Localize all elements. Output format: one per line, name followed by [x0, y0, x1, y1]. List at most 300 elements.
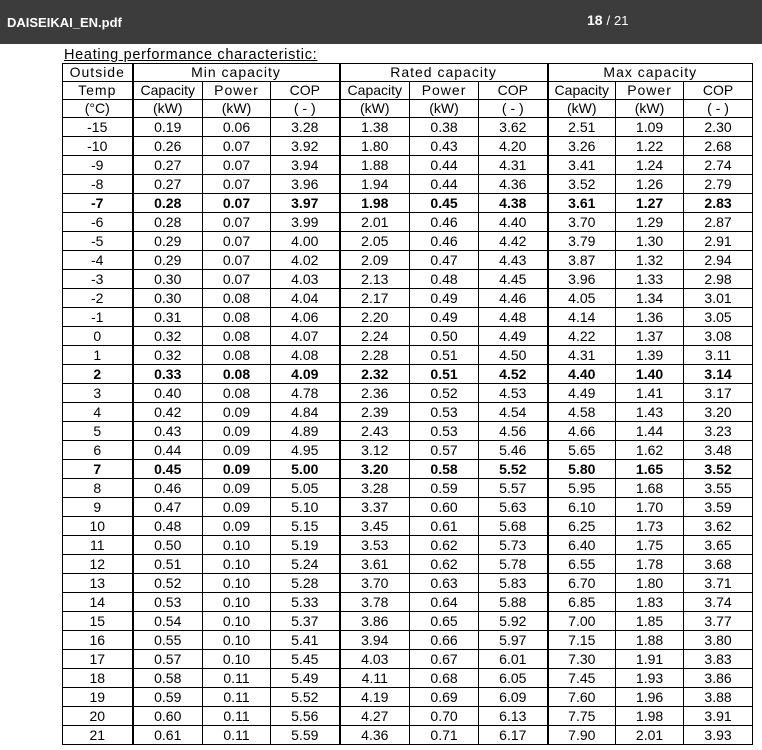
header-row-subcolumns [63, 82, 753, 100]
unit-rated-power: (kW) [410, 100, 479, 118]
cell-max-capacity: 4.22 [548, 327, 616, 346]
cell-max-capacity: 3.96 [548, 270, 616, 289]
cell-min-cop: 3.96 [271, 175, 340, 194]
header-row-units [63, 100, 753, 118]
cell-min-power: 0.10 [203, 612, 271, 631]
unit-rated-capacity: (kW) [340, 100, 410, 118]
cell-outside-temp: 3 [63, 384, 133, 403]
cell-rated-cop: 4.45 [479, 270, 548, 289]
cell-min-capacity: 0.28 [133, 194, 203, 213]
cell-outside-temp: -2 [63, 289, 133, 308]
cell-rated-cop: 6.17 [479, 726, 548, 745]
cell-min-cop: 5.15 [271, 517, 340, 536]
cell-rated-capacity: 3.37 [340, 498, 410, 517]
cell-min-capacity: 0.45 [133, 460, 203, 479]
total-pages: 21 [613, 13, 629, 28]
cell-rated-power: 0.51 [410, 365, 479, 384]
cell-min-power: 0.06 [203, 118, 271, 137]
cell-rated-capacity: 3.12 [340, 441, 410, 460]
cell-outside-temp: 20 [63, 707, 133, 726]
cell-min-power: 0.10 [203, 593, 271, 612]
cell-min-capacity: 0.51 [133, 555, 203, 574]
cell-max-cop: 3.86 [684, 669, 753, 688]
table-row [63, 137, 753, 156]
cell-max-cop: 3.71 [684, 574, 753, 593]
cell-rated-capacity: 1.88 [340, 156, 410, 175]
cell-min-power: 0.09 [203, 517, 271, 536]
cell-max-cop: 3.77 [684, 612, 753, 631]
cell-rated-cop: 4.50 [479, 346, 548, 365]
cell-min-power: 0.10 [203, 555, 271, 574]
cell-rated-power: 0.53 [410, 403, 479, 422]
cell-min-cop: 5.24 [271, 555, 340, 574]
cell-max-power: 1.37 [616, 327, 684, 346]
cell-rated-cop: 5.73 [479, 536, 548, 555]
cell-max-cop: 2.91 [684, 232, 753, 251]
cell-outside-temp: 16 [63, 631, 133, 650]
cell-min-power: 0.11 [203, 688, 271, 707]
cell-min-cop: 4.78 [271, 384, 340, 403]
cell-max-cop: 3.93 [684, 726, 753, 745]
cell-rated-cop: 5.46 [479, 441, 548, 460]
cell-min-capacity: 0.30 [133, 289, 203, 308]
cell-min-capacity: 0.47 [133, 498, 203, 517]
cell-max-power: 1.27 [616, 194, 684, 213]
cell-max-cop: 3.08 [684, 327, 753, 346]
cell-outside-temp: -9 [63, 156, 133, 175]
page-indicator [587, 12, 628, 28]
table-row [63, 346, 753, 365]
heating-performance-table [62, 63, 753, 745]
cell-min-capacity: 0.27 [133, 175, 203, 194]
cell-max-capacity: 5.95 [548, 479, 616, 498]
cell-rated-cop: 4.36 [479, 175, 548, 194]
cell-max-cop: 3.62 [684, 517, 753, 536]
cell-max-capacity: 7.60 [548, 688, 616, 707]
cell-max-power: 1.34 [616, 289, 684, 308]
cell-min-cop: 5.56 [271, 707, 340, 726]
cell-min-capacity: 0.48 [133, 517, 203, 536]
cell-max-capacity: 2.51 [548, 118, 616, 137]
cell-min-cop: 5.19 [271, 536, 340, 555]
cell-max-capacity: 3.79 [548, 232, 616, 251]
cell-min-cop: 4.00 [271, 232, 340, 251]
cell-rated-power: 0.50 [410, 327, 479, 346]
cell-outside-temp: 0 [63, 327, 133, 346]
viewer-toolbar [0, 0, 762, 44]
cell-max-capacity: 3.26 [548, 137, 616, 156]
table-heading: Heating performance characteristic: [64, 47, 318, 63]
cell-min-power: 0.10 [203, 650, 271, 669]
cell-outside-temp: 13 [63, 574, 133, 593]
cell-rated-cop: 4.53 [479, 384, 548, 403]
cell-rated-cop: 4.54 [479, 403, 548, 422]
cell-rated-power: 0.46 [410, 213, 479, 232]
cell-max-cop: 3.01 [684, 289, 753, 308]
cell-max-capacity: 3.41 [548, 156, 616, 175]
cell-min-capacity: 0.31 [133, 308, 203, 327]
table-row [63, 365, 753, 384]
cell-min-power: 0.08 [203, 327, 271, 346]
cell-min-power: 0.09 [203, 498, 271, 517]
cell-max-power: 1.33 [616, 270, 684, 289]
cell-rated-cop: 5.92 [479, 612, 548, 631]
cell-max-power: 1.32 [616, 251, 684, 270]
cell-max-power: 2.01 [616, 726, 684, 745]
cell-max-power: 1.65 [616, 460, 684, 479]
cell-rated-power: 0.67 [410, 650, 479, 669]
current-page-number[interactable]: 18 [587, 12, 603, 28]
cell-max-capacity: 4.58 [548, 403, 616, 422]
cell-rated-cop: 5.63 [479, 498, 548, 517]
unit-max-power: (kW) [616, 100, 684, 118]
table-row [63, 669, 753, 688]
cell-rated-power: 0.65 [410, 612, 479, 631]
cell-rated-cop: 4.52 [479, 365, 548, 384]
cell-max-capacity: 7.30 [548, 650, 616, 669]
cell-max-cop: 2.68 [684, 137, 753, 156]
cell-outside-temp: 7 [63, 460, 133, 479]
cell-outside-temp: -6 [63, 213, 133, 232]
cell-max-power: 1.68 [616, 479, 684, 498]
cell-max-capacity: 3.87 [548, 251, 616, 270]
cell-max-power: 1.43 [616, 403, 684, 422]
cell-rated-cop: 6.13 [479, 707, 548, 726]
cell-min-capacity: 0.57 [133, 650, 203, 669]
unit-max-capacity: (kW) [548, 100, 616, 118]
cell-rated-capacity: 1.80 [340, 137, 410, 156]
cell-max-power: 1.75 [616, 536, 684, 555]
cell-rated-cop: 5.78 [479, 555, 548, 574]
cell-max-capacity: 7.00 [548, 612, 616, 631]
header-rated-cop-col: COP [479, 82, 548, 100]
cell-rated-power: 0.70 [410, 707, 479, 726]
cell-rated-power: 0.44 [410, 156, 479, 175]
cell-rated-power: 0.38 [410, 118, 479, 137]
cell-max-power: 1.36 [616, 308, 684, 327]
cell-min-capacity: 0.42 [133, 403, 203, 422]
table-row [63, 384, 753, 403]
cell-max-cop: 3.88 [684, 688, 753, 707]
cell-max-power: 1.83 [616, 593, 684, 612]
cell-rated-capacity: 2.17 [340, 289, 410, 308]
cell-min-power: 0.08 [203, 308, 271, 327]
table-row [63, 631, 753, 650]
cell-outside-temp: 19 [63, 688, 133, 707]
cell-min-cop: 5.41 [271, 631, 340, 650]
cell-max-cop: 2.74 [684, 156, 753, 175]
cell-rated-capacity: 2.43 [340, 422, 410, 441]
cell-min-cop: 4.02 [271, 251, 340, 270]
cell-min-capacity: 0.50 [133, 536, 203, 555]
cell-rated-power: 0.58 [410, 460, 479, 479]
cell-max-cop: 3.17 [684, 384, 753, 403]
cell-outside-temp: -4 [63, 251, 133, 270]
cell-max-power: 1.73 [616, 517, 684, 536]
cell-max-power: 1.62 [616, 441, 684, 460]
table-row [63, 517, 753, 536]
cell-rated-cop: 4.20 [479, 137, 548, 156]
cell-min-capacity: 0.30 [133, 270, 203, 289]
cell-min-power: 0.10 [203, 631, 271, 650]
cell-rated-capacity: 3.70 [340, 574, 410, 593]
cell-max-power: 1.85 [616, 612, 684, 631]
cell-min-cop: 4.08 [271, 346, 340, 365]
cell-max-cop: 3.83 [684, 650, 753, 669]
cell-min-power: 0.08 [203, 346, 271, 365]
unit-max-cop: ( - ) [684, 100, 753, 118]
table-row [63, 460, 753, 479]
table-row [63, 251, 753, 270]
cell-min-power: 0.09 [203, 479, 271, 498]
document-file-name: DAISEIKAI_EN.pdf [7, 15, 122, 30]
cell-rated-power: 0.53 [410, 422, 479, 441]
header-min-cop-col: COP [271, 82, 340, 100]
cell-min-cop: 5.28 [271, 574, 340, 593]
cell-max-capacity: 7.75 [548, 707, 616, 726]
cell-outside-temp: -7 [63, 194, 133, 213]
cell-rated-power: 0.66 [410, 631, 479, 650]
cell-min-power: 0.11 [203, 669, 271, 688]
cell-rated-capacity: 2.09 [340, 251, 410, 270]
cell-rated-capacity: 1.38 [340, 118, 410, 137]
cell-rated-capacity: 3.86 [340, 612, 410, 631]
cell-min-power: 0.07 [203, 213, 271, 232]
cell-max-capacity: 6.70 [548, 574, 616, 593]
cell-max-power: 1.78 [616, 555, 684, 574]
cell-min-cop: 5.10 [271, 498, 340, 517]
cell-rated-cop: 4.31 [479, 156, 548, 175]
cell-min-cop: 5.33 [271, 593, 340, 612]
cell-min-cop: 5.05 [271, 479, 340, 498]
cell-rated-power: 0.51 [410, 346, 479, 365]
header-temp: Temp [63, 82, 133, 100]
table-row [63, 270, 753, 289]
cell-min-capacity: 0.55 [133, 631, 203, 650]
cell-rated-capacity: 4.11 [340, 669, 410, 688]
cell-rated-power: 0.49 [410, 289, 479, 308]
cell-rated-capacity: 4.19 [340, 688, 410, 707]
cell-min-cop: 5.45 [271, 650, 340, 669]
unit-temp: (°C) [63, 100, 133, 118]
cell-min-cop: 5.37 [271, 612, 340, 631]
cell-max-power: 1.24 [616, 156, 684, 175]
table-row [63, 156, 753, 175]
cell-max-capacity: 4.14 [548, 308, 616, 327]
cell-max-capacity: 7.45 [548, 669, 616, 688]
cell-max-power: 1.70 [616, 498, 684, 517]
cell-max-capacity: 4.40 [548, 365, 616, 384]
cell-min-cop: 3.92 [271, 137, 340, 156]
cell-min-cop: 3.28 [271, 118, 340, 137]
cell-min-power: 0.08 [203, 365, 271, 384]
cell-rated-cop: 4.56 [479, 422, 548, 441]
cell-rated-power: 0.59 [410, 479, 479, 498]
unit-min-cop: ( - ) [271, 100, 340, 118]
cell-rated-capacity: 2.13 [340, 270, 410, 289]
header-rated-power-col: Power [410, 82, 479, 100]
cell-rated-power: 0.43 [410, 137, 479, 156]
cell-min-capacity: 0.59 [133, 688, 203, 707]
header-min-power-col: Power [203, 82, 271, 100]
cell-rated-capacity: 2.36 [340, 384, 410, 403]
cell-max-power: 1.88 [616, 631, 684, 650]
cell-min-capacity: 0.54 [133, 612, 203, 631]
header-max-power-col: Power [616, 82, 684, 100]
cell-rated-capacity: 4.36 [340, 726, 410, 745]
cell-outside-temp: 11 [63, 536, 133, 555]
table-row [63, 593, 753, 612]
cell-max-power: 1.22 [616, 137, 684, 156]
table-row [63, 479, 753, 498]
table-row [63, 650, 753, 669]
cell-min-capacity: 0.52 [133, 574, 203, 593]
cell-min-power: 0.09 [203, 422, 271, 441]
cell-min-power: 0.09 [203, 441, 271, 460]
cell-outside-temp: 8 [63, 479, 133, 498]
cell-min-power: 0.07 [203, 156, 271, 175]
cell-outside-temp: 12 [63, 555, 133, 574]
cell-rated-power: 0.63 [410, 574, 479, 593]
cell-rated-power: 0.48 [410, 270, 479, 289]
cell-min-cop: 5.00 [271, 460, 340, 479]
cell-min-capacity: 0.33 [133, 365, 203, 384]
cell-rated-capacity: 3.20 [340, 460, 410, 479]
cell-rated-cop: 5.57 [479, 479, 548, 498]
table-row [63, 403, 753, 422]
header-max-capacity-col: Capacity [548, 82, 616, 100]
cell-min-power: 0.09 [203, 403, 271, 422]
cell-min-capacity: 0.29 [133, 232, 203, 251]
cell-min-cop: 5.59 [271, 726, 340, 745]
cell-max-capacity: 3.61 [548, 194, 616, 213]
cell-rated-capacity: 3.61 [340, 555, 410, 574]
table-row [63, 194, 753, 213]
cell-max-capacity: 4.05 [548, 289, 616, 308]
cell-max-capacity: 6.55 [548, 555, 616, 574]
cell-min-capacity: 0.26 [133, 137, 203, 156]
cell-min-cop: 4.84 [271, 403, 340, 422]
cell-min-cop: 4.03 [271, 270, 340, 289]
cell-rated-capacity: 3.28 [340, 479, 410, 498]
cell-rated-power: 0.61 [410, 517, 479, 536]
cell-rated-cop: 4.46 [479, 289, 548, 308]
cell-rated-cop: 5.83 [479, 574, 548, 593]
cell-rated-cop: 4.49 [479, 327, 548, 346]
cell-rated-cop: 4.38 [479, 194, 548, 213]
cell-max-capacity: 6.40 [548, 536, 616, 555]
cell-max-power: 1.39 [616, 346, 684, 365]
header-min-capacity: Min capacity [133, 64, 340, 82]
cell-rated-power: 0.68 [410, 669, 479, 688]
cell-min-capacity: 0.19 [133, 118, 203, 137]
cell-max-cop: 2.94 [684, 251, 753, 270]
cell-max-cop: 3.59 [684, 498, 753, 517]
cell-max-cop: 3.05 [684, 308, 753, 327]
cell-min-cop: 5.49 [271, 669, 340, 688]
cell-rated-capacity: 4.03 [340, 650, 410, 669]
table-row [63, 327, 753, 346]
cell-min-cop: 4.04 [271, 289, 340, 308]
cell-max-cop: 3.52 [684, 460, 753, 479]
cell-min-power: 0.07 [203, 251, 271, 270]
cell-outside-temp: 10 [63, 517, 133, 536]
cell-min-capacity: 0.60 [133, 707, 203, 726]
cell-rated-cop: 4.40 [479, 213, 548, 232]
cell-max-capacity: 5.80 [548, 460, 616, 479]
table-row [63, 536, 753, 555]
cell-rated-cop: 5.88 [479, 593, 548, 612]
cell-min-cop: 4.09 [271, 365, 340, 384]
cell-min-capacity: 0.44 [133, 441, 203, 460]
cell-min-cop: 4.89 [271, 422, 340, 441]
cell-min-power: 0.09 [203, 460, 271, 479]
table-row [63, 441, 753, 460]
cell-rated-capacity: 1.94 [340, 175, 410, 194]
cell-rated-power: 0.62 [410, 536, 479, 555]
cell-max-cop: 3.91 [684, 707, 753, 726]
cell-rated-power: 0.49 [410, 308, 479, 327]
table-row [63, 688, 753, 707]
cell-rated-power: 0.45 [410, 194, 479, 213]
cell-max-capacity: 3.70 [548, 213, 616, 232]
cell-max-power: 1.98 [616, 707, 684, 726]
cell-outside-temp: -5 [63, 232, 133, 251]
cell-outside-temp: 9 [63, 498, 133, 517]
cell-rated-cop: 4.42 [479, 232, 548, 251]
header-min-capacity-col: Capacity [133, 82, 203, 100]
cell-min-capacity: 0.32 [133, 346, 203, 365]
cell-rated-capacity: 2.28 [340, 346, 410, 365]
unit-min-capacity: (kW) [133, 100, 203, 118]
cell-outside-temp: 21 [63, 726, 133, 745]
cell-outside-temp: 18 [63, 669, 133, 688]
cell-min-cop: 3.99 [271, 213, 340, 232]
cell-max-cop: 2.83 [684, 194, 753, 213]
table-row [63, 118, 753, 137]
cell-rated-capacity: 3.78 [340, 593, 410, 612]
cell-outside-temp: 14 [63, 593, 133, 612]
cell-max-cop: 3.14 [684, 365, 753, 384]
cell-rated-cop: 5.97 [479, 631, 548, 650]
header-max-capacity: Max capacity [548, 64, 753, 82]
cell-rated-capacity: 1.98 [340, 194, 410, 213]
table-row [63, 707, 753, 726]
cell-rated-capacity: 2.39 [340, 403, 410, 422]
cell-min-cop: 5.52 [271, 688, 340, 707]
cell-min-power: 0.07 [203, 270, 271, 289]
cell-min-cop: 3.97 [271, 194, 340, 213]
cell-max-power: 1.30 [616, 232, 684, 251]
page-separator: / [606, 13, 611, 28]
cell-min-capacity: 0.40 [133, 384, 203, 403]
cell-max-power: 1.29 [616, 213, 684, 232]
cell-rated-cop: 6.05 [479, 669, 548, 688]
cell-max-cop: 2.87 [684, 213, 753, 232]
cell-min-capacity: 0.32 [133, 327, 203, 346]
cell-max-cop: 3.80 [684, 631, 753, 650]
table-row [63, 574, 753, 593]
cell-max-power: 1.93 [616, 669, 684, 688]
table-row [63, 726, 753, 745]
cell-rated-capacity: 3.94 [340, 631, 410, 650]
cell-max-power: 1.44 [616, 422, 684, 441]
cell-max-capacity: 6.25 [548, 517, 616, 536]
cell-rated-power: 0.44 [410, 175, 479, 194]
cell-rated-cop: 4.43 [479, 251, 548, 270]
cell-max-capacity: 3.52 [548, 175, 616, 194]
cell-min-capacity: 0.61 [133, 726, 203, 745]
